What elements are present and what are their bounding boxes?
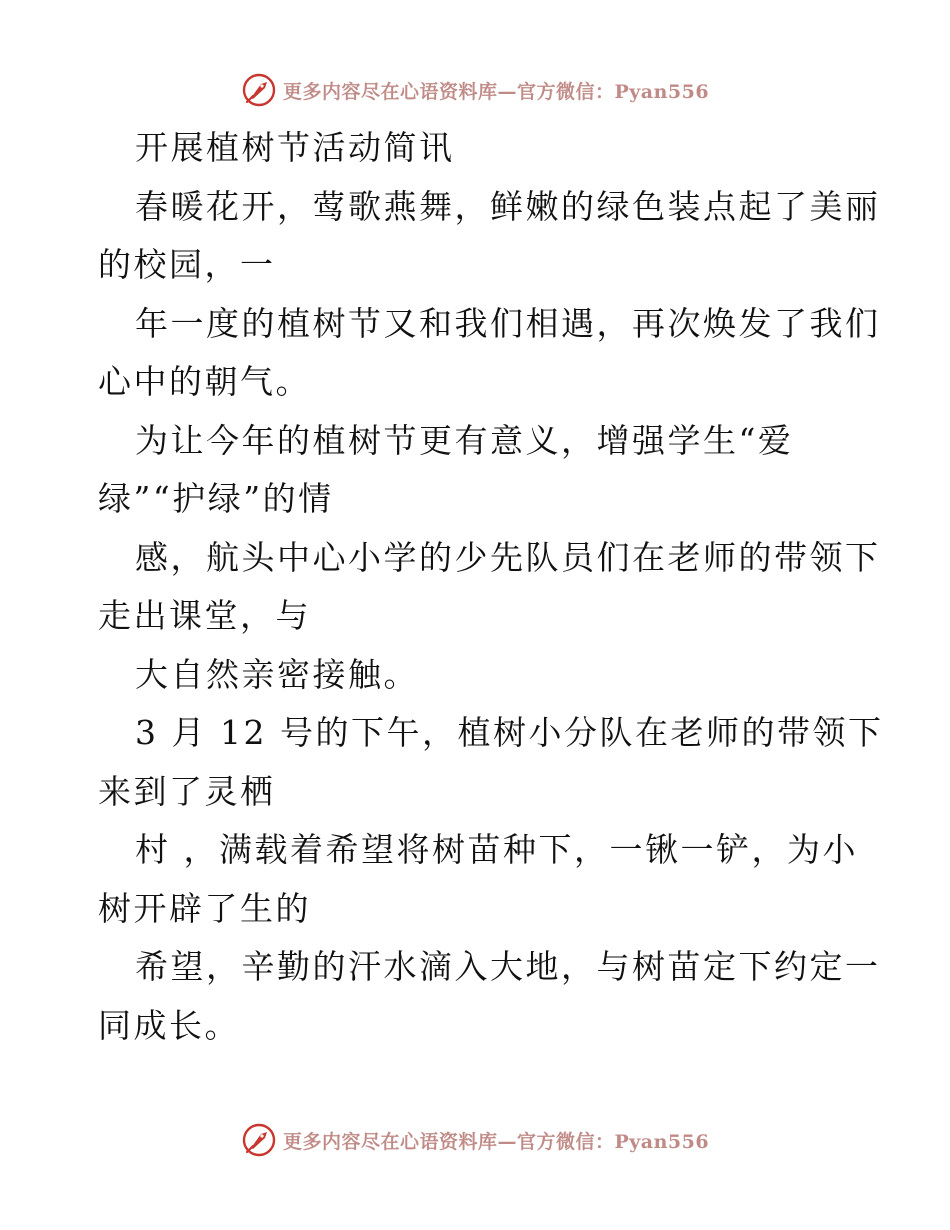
paragraph-line: 大自然亲密接触。 (135, 654, 419, 694)
document-body (98, 119, 884, 1055)
paragraph-line: 绿”“护绿”的情 (98, 479, 334, 518)
header-watermark (0, 70, 950, 110)
pen-nib-logo-icon (241, 1122, 277, 1158)
paragraph-line: 的校园，一 (98, 245, 276, 284)
paragraph-line: 希望，辛勤的汗水滴入大地，与树苗定下约定一 (135, 947, 881, 986)
paragraph-line: 感，航头中心小学的少先队员们在老师的带领下 (135, 537, 881, 577)
paragraph-line: 年一度的植树节又和我们相遇，再次焕发了我们 (135, 303, 881, 343)
paragraph-line: 心中的朝气。 (98, 362, 311, 401)
paragraph-line: 村 ，满载着希望将树苗种下，一锹一铲，为小 (135, 830, 858, 869)
watermark-text: 更多内容尽在心语资料库—官方微信：Pyan556 (282, 1130, 710, 1153)
paragraph-line: 为让今年的植树节更有意义，增强学生“爱 (135, 420, 794, 460)
paragraph-line: 同成长。 (98, 1005, 240, 1045)
paragraph-line: 走出课堂，与 (98, 596, 311, 635)
paragraph-line: 3 月 12 号的下午，植树小分队在老师的带领下 (135, 713, 884, 752)
paragraph-line: 来到了灵栖 (98, 771, 276, 811)
watermark-text: 更多内容尽在心语资料库—官方微信：Pyan556 (282, 80, 710, 103)
document-title: 开展植树节活动简讯 (135, 128, 455, 167)
paragraph-line: 树开辟了生的 (98, 888, 311, 928)
pen-nib-logo-icon (241, 72, 277, 108)
paragraph-line: 春暖花开，莺歌燕舞，鲜嫩的绿色装点起了美丽 (135, 186, 881, 226)
footer-watermark (0, 1120, 950, 1160)
